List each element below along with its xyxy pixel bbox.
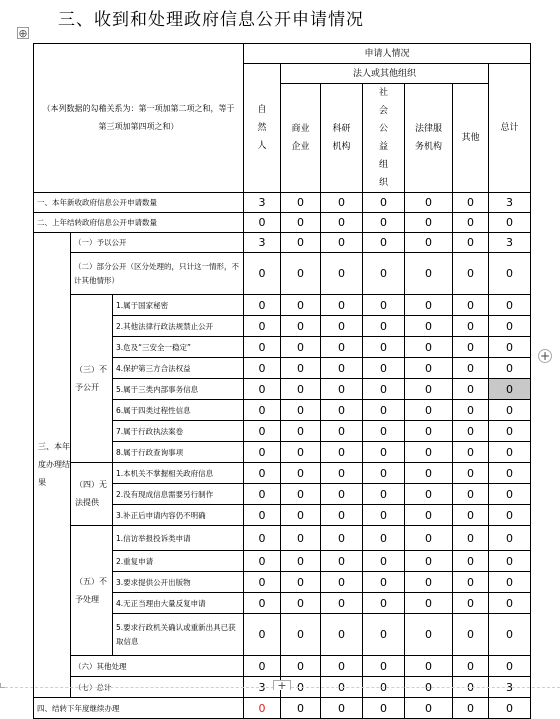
cell-value[interactable]: 0 [453, 656, 489, 677]
cell-value[interactable]: 0 [405, 400, 453, 421]
cell-value[interactable]: 0 [244, 379, 281, 400]
cell-value[interactable]: 0 [363, 698, 405, 719]
cell-value[interactable]: 0 [244, 316, 281, 337]
cell-value[interactable]: 0 [489, 593, 531, 614]
cell-value[interactable]: 0 [321, 442, 363, 463]
cell-value[interactable]: 0 [281, 400, 321, 421]
row-label: 7.属于行政执法案卷 [113, 421, 244, 442]
table-move-handle[interactable]: ⊕ [18, 27, 28, 40]
cell-value[interactable]: 0 [281, 526, 321, 551]
cell-value[interactable]: 0 [281, 213, 321, 233]
cell-value[interactable]: 0 [453, 233, 489, 253]
cell-value[interactable]: 0 [244, 358, 281, 379]
cell-value[interactable]: 3 [244, 193, 281, 213]
cell-value[interactable]: 0 [244, 400, 281, 421]
cell-value[interactable]: 0 [453, 442, 489, 463]
cell-value[interactable]: 0 [281, 677, 321, 698]
group-label-result: 三、本年度办理结果 [34, 233, 71, 698]
cell-value[interactable]: 0 [281, 572, 321, 593]
cell-value[interactable]: 0 [281, 614, 321, 656]
cell-value[interactable]: 0 [363, 551, 405, 572]
cell-value[interactable]: 3 [489, 193, 531, 213]
row-label: 8.属于行政查询事项 [113, 442, 244, 463]
cell-value[interactable]: 0 [453, 295, 489, 316]
cell-value[interactable]: 0 [489, 698, 531, 719]
cell-value[interactable]: 0 [363, 213, 405, 233]
cell-value[interactable]: 0 [405, 442, 453, 463]
cell-value[interactable]: 0 [453, 526, 489, 551]
cell-value[interactable]: 0 [489, 526, 531, 551]
cell-value[interactable]: 0 [281, 295, 321, 316]
cell-value[interactable]: 0 [321, 677, 363, 698]
cell-value[interactable]: 0 [321, 316, 363, 337]
cell-value[interactable]: 0 [363, 484, 405, 505]
cell-value[interactable]: 0 [405, 358, 453, 379]
row-label: 4.无正当理由大量反复申请 [113, 593, 244, 614]
row-label: （一）予以公开 [71, 233, 244, 253]
cell-value[interactable]: 0 [489, 295, 531, 316]
row-label: 2.没有现成信息需要另行制作 [113, 484, 244, 505]
cell-value[interactable]: 0 [405, 526, 453, 551]
cell-value[interactable]: 0 [405, 421, 453, 442]
cell-value[interactable]: 0 [363, 656, 405, 677]
cell-value[interactable]: 0 [363, 614, 405, 656]
header-social: 社会公益组织 [363, 84, 405, 193]
row-label: 6.属于四类过程性信息 [113, 400, 244, 421]
cell-value[interactable]: 0 [363, 421, 405, 442]
header-commercial: 商业企业 [281, 84, 321, 193]
row-label: 四、结转下年度继续办理 [34, 698, 244, 719]
row-label: 3.要求提供公开出版物 [113, 572, 244, 593]
cell-value[interactable]: 0 [405, 551, 453, 572]
cell-value[interactable]: 0 [453, 316, 489, 337]
cell-value[interactable]: 0 [244, 698, 281, 719]
cell-value[interactable]: 0 [244, 253, 281, 295]
row-label: （六）其他处理 [71, 656, 244, 677]
row-label: 一、本年新收政府信息公开申请数量 [34, 193, 244, 213]
cell-value[interactable]: 0 [453, 677, 489, 698]
cell-value[interactable]: 0 [405, 463, 453, 484]
cell-value[interactable]: 0 [489, 442, 531, 463]
cell-value[interactable]: 0 [363, 505, 405, 526]
cell-value[interactable]: 0 [405, 233, 453, 253]
header-natural-person: 自然人 [244, 64, 281, 193]
row-label: 二、上年结转政府信息公开申请数量 [34, 213, 244, 233]
cell-value[interactable]: 0 [281, 593, 321, 614]
cell-value[interactable]: 0 [489, 656, 531, 677]
selected-cell[interactable]: 0 [489, 379, 531, 400]
cell-value[interactable]: 0 [244, 484, 281, 505]
cell-value[interactable]: 0 [281, 316, 321, 337]
cell-value[interactable]: 0 [281, 358, 321, 379]
disclosure-table [33, 43, 531, 719]
cell-value[interactable]: 0 [281, 551, 321, 572]
group-label-not-public: （三）不予公开 [71, 295, 113, 463]
cell-value[interactable]: 3 [244, 233, 281, 253]
cell-value[interactable]: 0 [453, 213, 489, 233]
row-label: （七）总计 [71, 677, 244, 698]
cell-value[interactable]: 0 [489, 505, 531, 526]
cell-value[interactable]: 0 [489, 316, 531, 337]
cell-value[interactable]: 0 [405, 316, 453, 337]
cell-value[interactable]: 0 [363, 572, 405, 593]
cell-value[interactable]: 0 [281, 421, 321, 442]
row-label: 3.补正后申请内容仍不明确 [113, 505, 244, 526]
cell-value[interactable]: 0 [363, 316, 405, 337]
cell-value[interactable]: 0 [321, 337, 363, 358]
cell-value[interactable]: 0 [363, 337, 405, 358]
cell-value[interactable]: 0 [489, 358, 531, 379]
cell-value[interactable]: 0 [405, 572, 453, 593]
cell-value[interactable]: 0 [405, 213, 453, 233]
cell-value[interactable]: 0 [244, 442, 281, 463]
cell-value[interactable]: 0 [244, 526, 281, 551]
cell-value[interactable]: 0 [321, 656, 363, 677]
cell-value[interactable]: 0 [453, 421, 489, 442]
cell-value[interactable]: 0 [405, 337, 453, 358]
cell-value[interactable]: 3 [244, 677, 281, 698]
cell-value[interactable]: 0 [363, 526, 405, 551]
cell-value[interactable]: 0 [244, 295, 281, 316]
cell-value[interactable]: 0 [363, 593, 405, 614]
cell-value[interactable]: 0 [363, 400, 405, 421]
row-label: 1.属于国家秘密 [113, 295, 244, 316]
cell-value[interactable]: 0 [321, 698, 363, 719]
header-legal-service: 法律服务机构 [405, 84, 453, 193]
add-column-button[interactable]: + [539, 349, 551, 363]
cell-value[interactable]: 0 [489, 253, 531, 295]
cell-value[interactable]: 0 [321, 593, 363, 614]
cell-value[interactable]: 0 [281, 505, 321, 526]
cell-value[interactable]: 0 [489, 614, 531, 656]
cell-value[interactable]: 0 [489, 213, 531, 233]
cell-value[interactable]: 0 [405, 677, 453, 698]
cell-value[interactable]: 0 [453, 614, 489, 656]
cell-value[interactable]: 0 [489, 572, 531, 593]
cell-value[interactable]: 0 [321, 253, 363, 295]
row-label: 1.本机关不掌握相关政府信息 [113, 463, 244, 484]
header-applicant: 申请人情况 [244, 44, 531, 64]
cell-value[interactable]: 0 [281, 193, 321, 213]
cell-value[interactable]: 0 [244, 421, 281, 442]
cell-value[interactable]: 0 [244, 213, 281, 233]
cell-value[interactable]: 0 [321, 614, 363, 656]
cell-value[interactable]: 0 [363, 295, 405, 316]
cell-value[interactable]: 0 [281, 253, 321, 295]
cell-value[interactable]: 0 [453, 193, 489, 213]
group-label-cannot-provide: （四）无法提供 [71, 463, 113, 526]
cell-value[interactable]: 0 [453, 551, 489, 572]
cell-value[interactable]: 0 [244, 337, 281, 358]
cell-value[interactable]: 0 [363, 677, 405, 698]
cell-value[interactable]: 0 [405, 253, 453, 295]
cell-value[interactable]: 0 [321, 526, 363, 551]
cell-value[interactable]: 0 [321, 505, 363, 526]
row-label: 1.信访举报投诉类申请 [113, 526, 244, 551]
cell-value[interactable]: 0 [244, 614, 281, 656]
cell-value[interactable]: 0 [321, 233, 363, 253]
cell-value[interactable]: 0 [453, 572, 489, 593]
cell-value[interactable]: 0 [244, 551, 281, 572]
cell-value[interactable]: 0 [321, 572, 363, 593]
row-label: 2.其他法律行政法规禁止公开 [113, 316, 244, 337]
cell-value[interactable]: 0 [244, 572, 281, 593]
section-title: 三、收到和处理政府信息公开申请情况 [58, 10, 364, 30]
cell-value[interactable]: 0 [405, 379, 453, 400]
row-label: 2.重复申请 [113, 551, 244, 572]
cell-value[interactable]: 0 [489, 484, 531, 505]
cell-value[interactable]: 0 [363, 358, 405, 379]
header-research: 科研机构 [321, 84, 363, 193]
page-corner-mark [0, 683, 5, 688]
header-legal-group: 法人或其他组织 [281, 64, 489, 84]
cell-value[interactable]: 0 [363, 193, 405, 213]
cell-value[interactable]: 0 [363, 442, 405, 463]
cell-value[interactable]: 0 [405, 193, 453, 213]
cell-value[interactable]: 0 [363, 253, 405, 295]
cell-value[interactable]: 0 [405, 505, 453, 526]
cell-value[interactable]: 3 [489, 677, 531, 698]
cell-value[interactable]: 0 [321, 400, 363, 421]
cell-value[interactable]: 0 [281, 379, 321, 400]
cell-value[interactable]: 0 [453, 337, 489, 358]
cell-value[interactable]: 0 [453, 463, 489, 484]
cell-value[interactable]: 0 [453, 253, 489, 295]
cell-value[interactable]: 0 [489, 551, 531, 572]
cell-value[interactable]: 0 [489, 421, 531, 442]
cell-value[interactable]: 0 [453, 593, 489, 614]
cell-value[interactable]: 0 [321, 379, 363, 400]
cell-value[interactable]: 0 [405, 698, 453, 719]
cell-value[interactable]: 0 [281, 656, 321, 677]
row-label: （二）部分公开（区分处理的，只计这一情形，不计其他情形） [71, 253, 244, 295]
cell-value[interactable]: 0 [281, 463, 321, 484]
cell-value[interactable]: 0 [321, 213, 363, 233]
cell-value[interactable]: 0 [405, 614, 453, 656]
cell-value[interactable]: 0 [489, 463, 531, 484]
cell-value[interactable]: 0 [405, 295, 453, 316]
cell-value[interactable]: 0 [321, 421, 363, 442]
cell-value[interactable]: 0 [281, 233, 321, 253]
cell-value[interactable]: 0 [363, 463, 405, 484]
header-other: 其他 [453, 84, 489, 193]
header-note: （本列数据的勾稽关系为：第一项加第二项之和，等于第三项加第四项之和） [34, 44, 244, 193]
cell-value[interactable]: 0 [321, 193, 363, 213]
cell-value[interactable]: 0 [453, 698, 489, 719]
cell-value[interactable]: 0 [321, 551, 363, 572]
cell-value[interactable]: 0 [453, 400, 489, 421]
cell-value[interactable]: 0 [281, 337, 321, 358]
cell-value[interactable]: 0 [453, 505, 489, 526]
cell-value[interactable]: 0 [321, 358, 363, 379]
cell-value[interactable]: 0 [489, 337, 531, 358]
cell-value[interactable]: 3 [489, 233, 531, 253]
cell-value[interactable]: 0 [244, 656, 281, 677]
cell-value[interactable]: 0 [363, 379, 405, 400]
cell-value[interactable]: 0 [405, 656, 453, 677]
cell-value[interactable]: 0 [405, 484, 453, 505]
cell-value[interactable]: 0 [321, 463, 363, 484]
cell-value[interactable]: 0 [281, 484, 321, 505]
header-total: 总计 [489, 64, 531, 193]
row-label: 5.要求行政机关确认或重新出具已获取信息 [113, 614, 244, 656]
cell-value[interactable]: 0 [453, 358, 489, 379]
row-label: 3.危及“三安全一稳定” [113, 337, 244, 358]
row-label: 4.保护第三方合法权益 [113, 358, 244, 379]
cell-value[interactable]: 0 [363, 233, 405, 253]
cell-value[interactable]: 0 [453, 484, 489, 505]
cell-value[interactable]: 0 [405, 593, 453, 614]
group-label-no-process: （五）不予处理 [71, 526, 113, 656]
cell-value[interactable]: 0 [281, 442, 321, 463]
cell-value[interactable]: 0 [244, 593, 281, 614]
cell-value[interactable]: 0 [244, 463, 281, 484]
cell-value[interactable]: 0 [453, 379, 489, 400]
cell-value[interactable]: 0 [321, 484, 363, 505]
row-label: 5.属于三类内部事务信息 [113, 379, 244, 400]
cell-value[interactable]: 0 [244, 505, 281, 526]
add-row-button[interactable]: + [273, 680, 291, 690]
cell-value[interactable]: 0 [489, 400, 531, 421]
cell-value[interactable]: 0 [321, 295, 363, 316]
cell-value[interactable]: 0 [281, 698, 321, 719]
